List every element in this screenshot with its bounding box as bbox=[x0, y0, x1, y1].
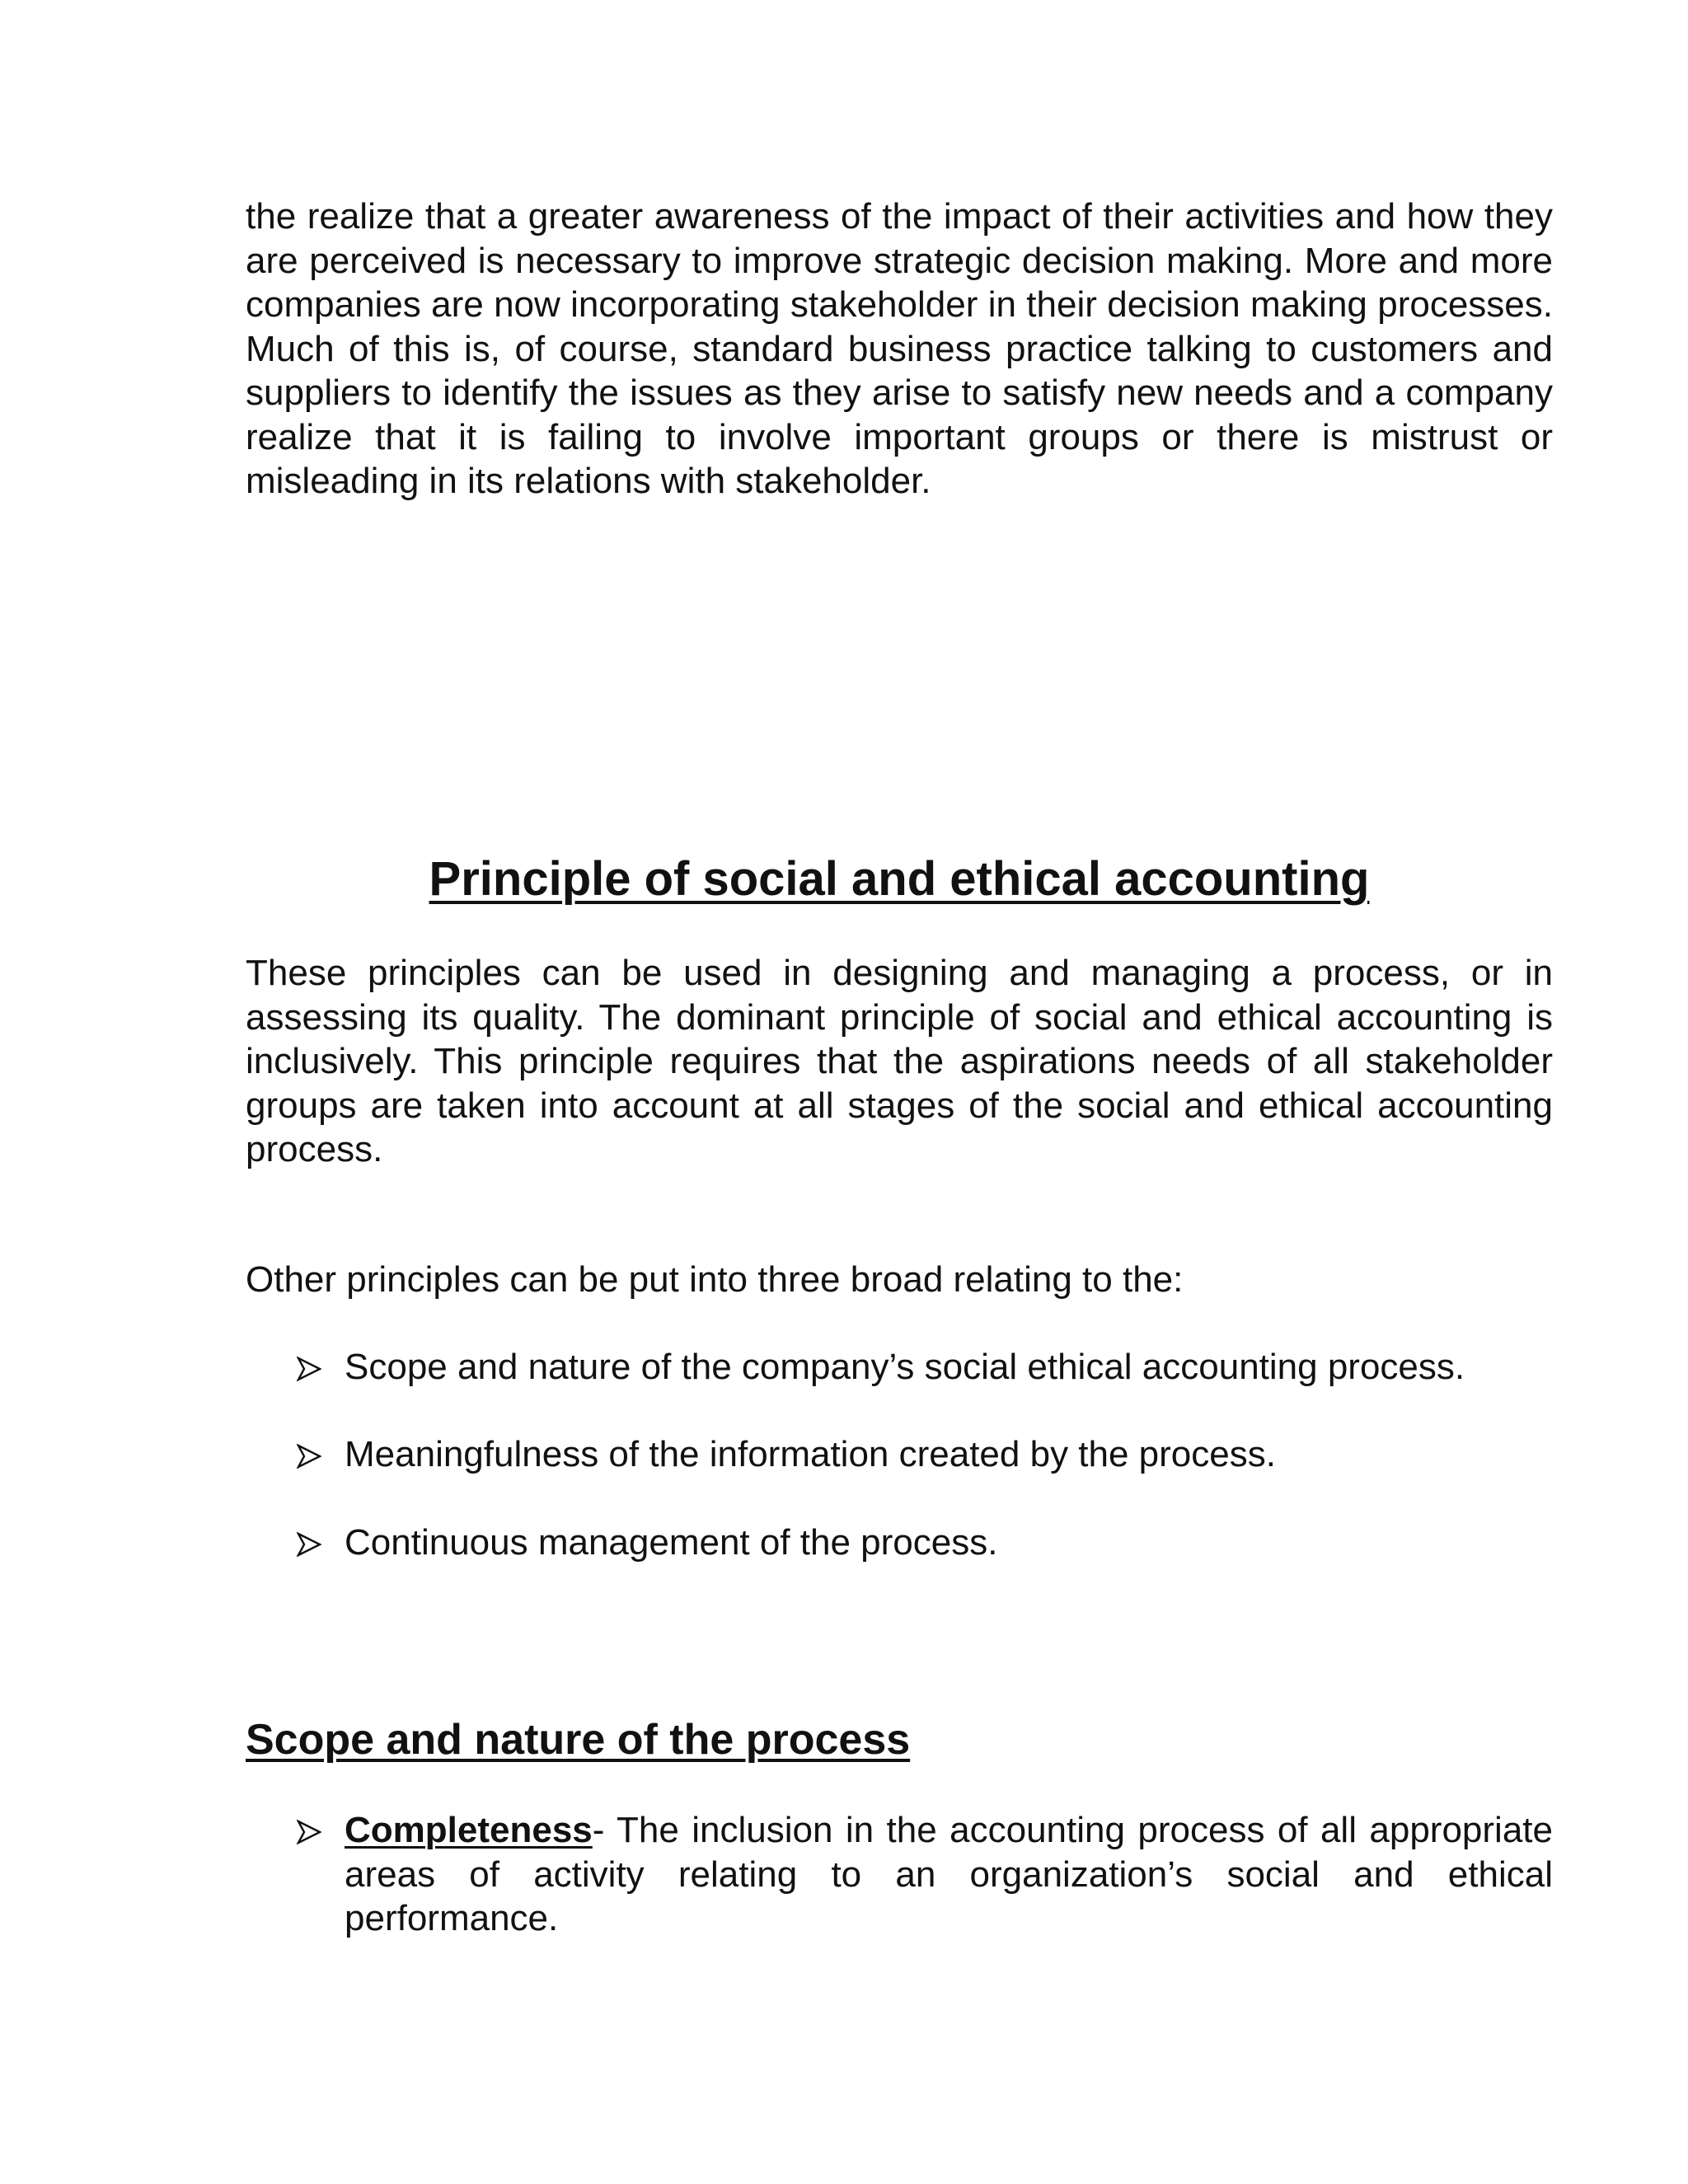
list-item-label: Meaningfulness of the information created by the process. bbox=[345, 1434, 1276, 1474]
completeness-term: Completeness bbox=[345, 1810, 593, 1850]
term-separator: - bbox=[592, 1810, 605, 1850]
arrowhead-bullet-icon bbox=[297, 1357, 321, 1381]
completeness-definition bbox=[345, 1808, 1553, 1941]
list-item-label: Continuous management of the process. bbox=[345, 1522, 998, 1563]
other-principles-line: Other principles can be put into three broad relating to the: bbox=[246, 1259, 1184, 1300]
intro-paragraph: the realize that a greater awareness of the impact of their activities and how they are perceived is necessary to improve strategic decision making. More and more companies are now incorporating stakeholder in their decision making processes. Much of this is, of course, standard business practice talking to customers and suppliers to identify the issues as they arise to satisfy new needs and a company realize that it is failing to involve important groups or there is mistrust or misleading in its relations with stakeholder. bbox=[246, 196, 1553, 501]
principles-paragraph: These principles can be used in designing and managing a process, or in assessing its quality. The dominant principle of social and ethical accounting is inclusively. This principle requires that the aspirations needs of all stakeholder groups are taken into account at all stages of the social and ethical accounting process. bbox=[246, 953, 1553, 1169]
arrowhead-bullet-icon bbox=[297, 1820, 321, 1844]
arrowhead-bullet-icon bbox=[297, 1532, 321, 1557]
principles-heading: Principle of social and ethical accounting bbox=[429, 852, 1370, 906]
scope-heading: Scope and nature of the process bbox=[246, 1716, 911, 1764]
arrowhead-bullet-icon bbox=[297, 1444, 321, 1469]
list-item-label: Scope and nature of the company’s social ethical accounting process. bbox=[345, 1347, 1465, 1387]
completeness-description: The inclusion in the accounting process of all appropriate areas of activity relating to an organization’s social and ethical performance. bbox=[345, 1810, 1553, 1938]
